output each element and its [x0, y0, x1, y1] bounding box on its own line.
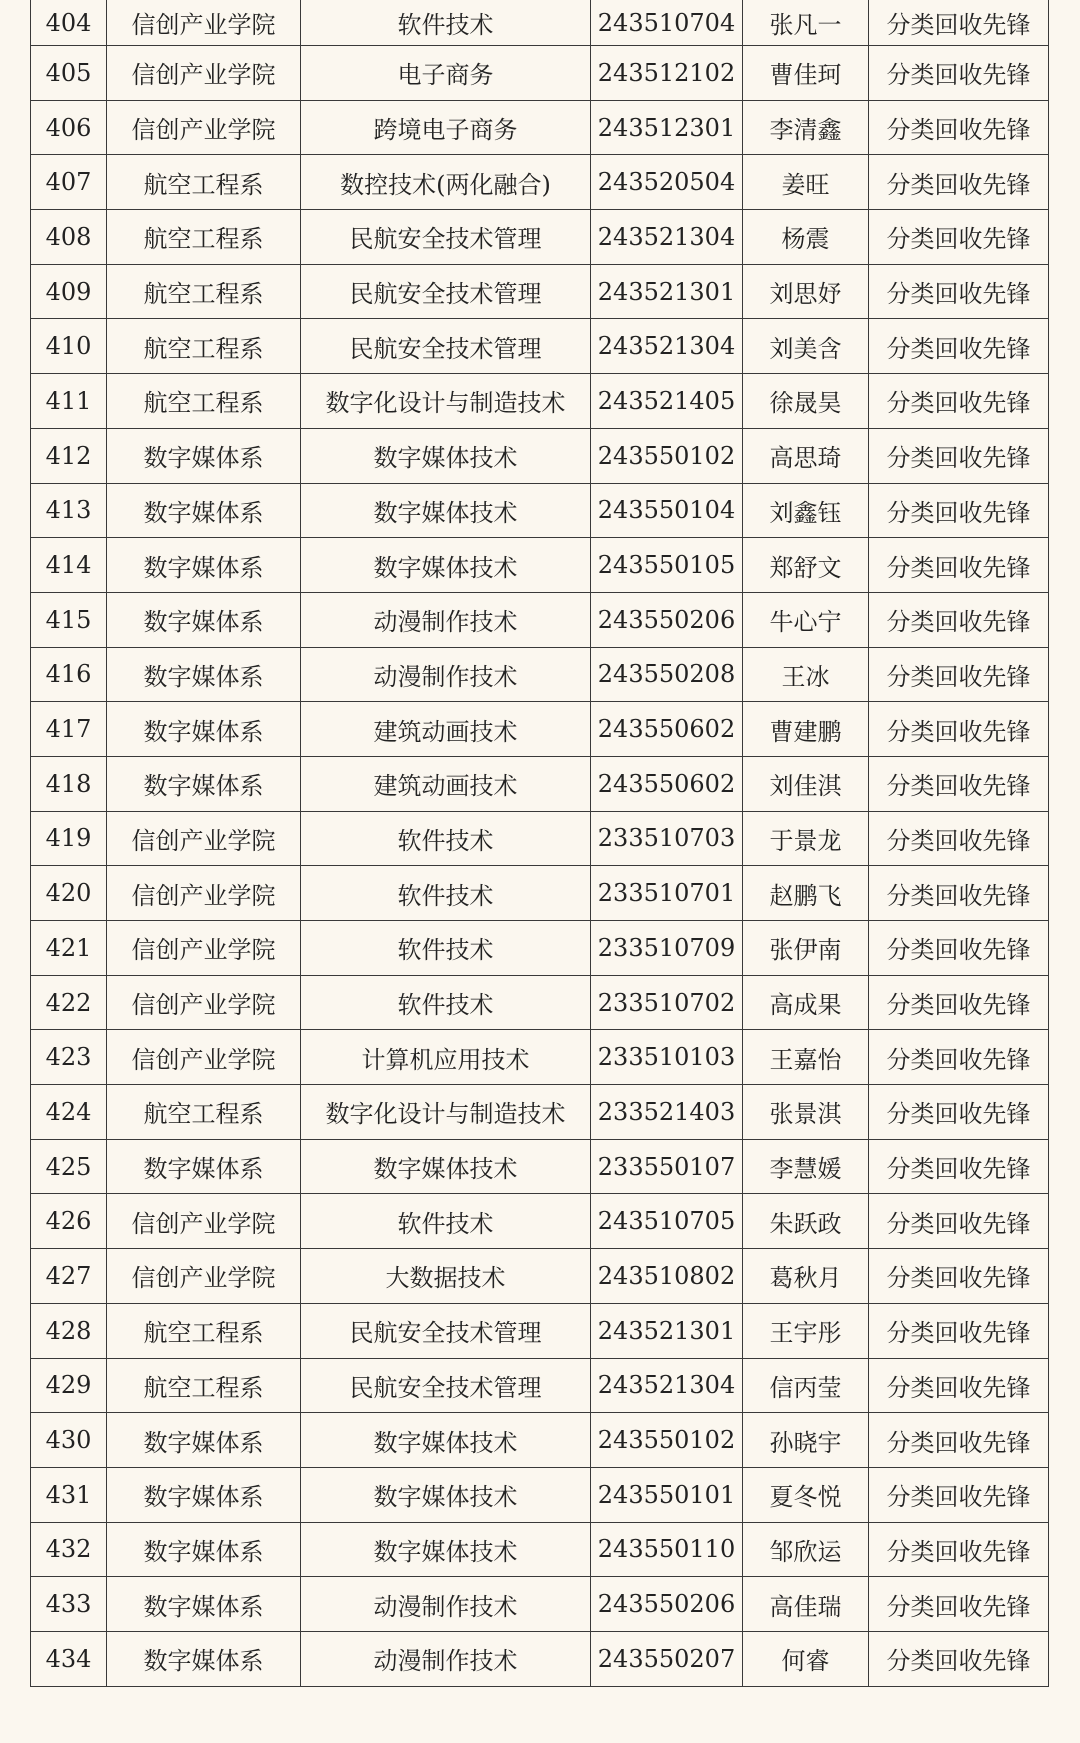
- cell-student-id: 243550104: [591, 483, 743, 538]
- cell-award-title: 分类回收先锋: [869, 46, 1049, 101]
- cell-department: 航空工程系: [107, 1358, 301, 1413]
- cell-department: 航空工程系: [107, 1303, 301, 1358]
- cell-major: 软件技术: [301, 811, 591, 866]
- cell-student-name: 姜旺: [743, 155, 869, 210]
- cell-award-title: 分类回收先锋: [869, 592, 1049, 647]
- cell-department: 信创产业学院: [107, 811, 301, 866]
- table-row: [31, 811, 1049, 866]
- cell-student-name: 郑舒文: [743, 538, 869, 593]
- table-row: [31, 1358, 1049, 1413]
- cell-serial-number: 413: [31, 483, 107, 538]
- cell-student-id: 243550101: [591, 1467, 743, 1522]
- cell-award-title: 分类回收先锋: [869, 1194, 1049, 1249]
- cell-student-name: 高思琦: [743, 428, 869, 483]
- cell-award-title: 分类回收先锋: [869, 264, 1049, 319]
- cell-student-id: 243512102: [591, 46, 743, 101]
- cell-serial-number: 421: [31, 921, 107, 976]
- cell-student-id: 243520504: [591, 155, 743, 210]
- cell-department: 数字媒体系: [107, 1413, 301, 1468]
- cell-serial-number: 427: [31, 1249, 107, 1304]
- cell-student-name: 李清鑫: [743, 100, 869, 155]
- cell-student-id: 243521301: [591, 264, 743, 319]
- cell-award-title: 分类回收先锋: [869, 1358, 1049, 1413]
- cell-serial-number: 405: [31, 46, 107, 101]
- cell-major: 民航安全技术管理: [301, 1303, 591, 1358]
- cell-serial-number: 423: [31, 1030, 107, 1085]
- cell-student-name: 王冰: [743, 647, 869, 702]
- cell-major: 动漫制作技术: [301, 647, 591, 702]
- cell-student-name: 张景淇: [743, 1085, 869, 1140]
- cell-award-title: 分类回收先锋: [869, 975, 1049, 1030]
- cell-department: 数字媒体系: [107, 1577, 301, 1632]
- cell-student-name: 王嘉怡: [743, 1030, 869, 1085]
- cell-student-name: 信丙莹: [743, 1358, 869, 1413]
- cell-student-id: 243521301: [591, 1303, 743, 1358]
- cell-student-name: 孙晓宇: [743, 1413, 869, 1468]
- cell-award-title: 分类回收先锋: [869, 1139, 1049, 1194]
- cell-student-id: 243512301: [591, 100, 743, 155]
- cell-student-id: 243550102: [591, 428, 743, 483]
- cell-serial-number: 420: [31, 866, 107, 921]
- cell-department: 信创产业学院: [107, 1249, 301, 1304]
- cell-department: 航空工程系: [107, 264, 301, 319]
- cell-serial-number: 417: [31, 702, 107, 757]
- cell-student-name: 王宇彤: [743, 1303, 869, 1358]
- cell-serial-number: 433: [31, 1577, 107, 1632]
- cell-major: 数字媒体技术: [301, 428, 591, 483]
- cell-student-name: 李慧媛: [743, 1139, 869, 1194]
- table-row: [31, 1631, 1049, 1686]
- cell-serial-number: 408: [31, 210, 107, 265]
- cell-department: 数字媒体系: [107, 1522, 301, 1577]
- cell-student-id: 243510704: [591, 0, 743, 46]
- cell-serial-number: 430: [31, 1413, 107, 1468]
- cell-student-id: 243521304: [591, 210, 743, 265]
- cell-major: 动漫制作技术: [301, 1577, 591, 1632]
- cell-major: 数字媒体技术: [301, 1413, 591, 1468]
- table-row: [31, 483, 1049, 538]
- cell-major: 数字化设计与制造技术: [301, 374, 591, 429]
- cell-department: 航空工程系: [107, 210, 301, 265]
- cell-student-name: 葛秋月: [743, 1249, 869, 1304]
- cell-award-title: 分类回收先锋: [869, 0, 1049, 46]
- cell-award-title: 分类回收先锋: [869, 428, 1049, 483]
- cell-student-name: 曹佳珂: [743, 46, 869, 101]
- cell-major: 数字化设计与制造技术: [301, 1085, 591, 1140]
- cell-student-name: 朱跃政: [743, 1194, 869, 1249]
- cell-department: 航空工程系: [107, 155, 301, 210]
- cell-department: 数字媒体系: [107, 592, 301, 647]
- table-row: [31, 921, 1049, 976]
- cell-student-id: 243510802: [591, 1249, 743, 1304]
- cell-student-id: 243550208: [591, 647, 743, 702]
- cell-department: 航空工程系: [107, 1085, 301, 1140]
- cell-major: 数字媒体技术: [301, 483, 591, 538]
- cell-major: 电子商务: [301, 46, 591, 101]
- table-row: [31, 1030, 1049, 1085]
- cell-department: 信创产业学院: [107, 866, 301, 921]
- cell-student-id: 233550107: [591, 1139, 743, 1194]
- cell-department: 数字媒体系: [107, 538, 301, 593]
- cell-student-id: 243521304: [591, 319, 743, 374]
- table-row: [31, 538, 1049, 593]
- cell-award-title: 分类回收先锋: [869, 921, 1049, 976]
- table-row: [31, 647, 1049, 702]
- cell-major: 软件技术: [301, 1194, 591, 1249]
- table-row: [31, 0, 1049, 46]
- cell-student-name: 于景龙: [743, 811, 869, 866]
- cell-student-name: 赵鹏飞: [743, 866, 869, 921]
- cell-student-id: 243550206: [591, 592, 743, 647]
- cell-serial-number: 419: [31, 811, 107, 866]
- cell-department: 信创产业学院: [107, 975, 301, 1030]
- cell-department: 信创产业学院: [107, 46, 301, 101]
- cell-major: 数字媒体技术: [301, 1522, 591, 1577]
- table-row: [31, 1413, 1049, 1468]
- cell-department: 航空工程系: [107, 374, 301, 429]
- cell-student-name: 高佳瑞: [743, 1577, 869, 1632]
- cell-major: 数控技术(两化融合): [301, 155, 591, 210]
- table-row: [31, 1303, 1049, 1358]
- cell-student-name: 刘鑫钰: [743, 483, 869, 538]
- cell-major: 建筑动画技术: [301, 756, 591, 811]
- cell-major: 民航安全技术管理: [301, 319, 591, 374]
- cell-student-id: 243550206: [591, 1577, 743, 1632]
- cell-major: 软件技术: [301, 975, 591, 1030]
- cell-student-name: 曹建鹏: [743, 702, 869, 757]
- award-roster-table: [30, 0, 1049, 1687]
- cell-student-id: 243521405: [591, 374, 743, 429]
- cell-award-title: 分类回收先锋: [869, 1030, 1049, 1085]
- cell-major: 跨境电子商务: [301, 100, 591, 155]
- cell-serial-number: 418: [31, 756, 107, 811]
- award-roster-table-wrapper: [30, 0, 1048, 1687]
- cell-award-title: 分类回收先锋: [869, 483, 1049, 538]
- cell-student-name: 何睿: [743, 1631, 869, 1686]
- table-row: [31, 264, 1049, 319]
- table-row: [31, 46, 1049, 101]
- table-row: [31, 1249, 1049, 1304]
- cell-award-title: 分类回收先锋: [869, 1413, 1049, 1468]
- cell-student-name: 刘美含: [743, 319, 869, 374]
- cell-department: 信创产业学院: [107, 100, 301, 155]
- cell-award-title: 分类回收先锋: [869, 1467, 1049, 1522]
- table-row: [31, 1522, 1049, 1577]
- cell-student-id: 233521403: [591, 1085, 743, 1140]
- cell-major: 计算机应用技术: [301, 1030, 591, 1085]
- cell-serial-number: 416: [31, 647, 107, 702]
- cell-award-title: 分类回收先锋: [869, 100, 1049, 155]
- cell-department: 数字媒体系: [107, 1631, 301, 1686]
- cell-department: 信创产业学院: [107, 1030, 301, 1085]
- cell-department: 数字媒体系: [107, 428, 301, 483]
- cell-student-name: 刘佳淇: [743, 756, 869, 811]
- cell-serial-number: 434: [31, 1631, 107, 1686]
- cell-department: 数字媒体系: [107, 756, 301, 811]
- cell-student-name: 张伊南: [743, 921, 869, 976]
- cell-award-title: 分类回收先锋: [869, 702, 1049, 757]
- cell-serial-number: 410: [31, 319, 107, 374]
- cell-award-title: 分类回收先锋: [869, 1085, 1049, 1140]
- cell-serial-number: 407: [31, 155, 107, 210]
- cell-award-title: 分类回收先锋: [869, 756, 1049, 811]
- cell-serial-number: 426: [31, 1194, 107, 1249]
- table-row: [31, 975, 1049, 1030]
- cell-major: 软件技术: [301, 0, 591, 46]
- table-row: [31, 428, 1049, 483]
- cell-major: 大数据技术: [301, 1249, 591, 1304]
- table-row: [31, 1139, 1049, 1194]
- cell-serial-number: 429: [31, 1358, 107, 1413]
- cell-serial-number: 406: [31, 100, 107, 155]
- cell-student-name: 牛心宁: [743, 592, 869, 647]
- cell-major: 数字媒体技术: [301, 1467, 591, 1522]
- cell-student-id: 233510703: [591, 811, 743, 866]
- table-body: [31, 0, 1049, 1686]
- cell-student-name: 徐晟昊: [743, 374, 869, 429]
- cell-award-title: 分类回收先锋: [869, 811, 1049, 866]
- cell-award-title: 分类回收先锋: [869, 1249, 1049, 1304]
- cell-award-title: 分类回收先锋: [869, 1303, 1049, 1358]
- cell-student-id: 243521304: [591, 1358, 743, 1413]
- cell-department: 数字媒体系: [107, 647, 301, 702]
- cell-student-name: 高成果: [743, 975, 869, 1030]
- cell-major: 软件技术: [301, 921, 591, 976]
- cell-student-id: 233510709: [591, 921, 743, 976]
- cell-department: 信创产业学院: [107, 921, 301, 976]
- table-row: [31, 155, 1049, 210]
- cell-department: 信创产业学院: [107, 0, 301, 46]
- cell-award-title: 分类回收先锋: [869, 1522, 1049, 1577]
- cell-serial-number: 428: [31, 1303, 107, 1358]
- cell-department: 数字媒体系: [107, 1467, 301, 1522]
- cell-student-id: 233510701: [591, 866, 743, 921]
- table-row: [31, 702, 1049, 757]
- cell-serial-number: 412: [31, 428, 107, 483]
- cell-award-title: 分类回收先锋: [869, 319, 1049, 374]
- cell-serial-number: 415: [31, 592, 107, 647]
- cell-major: 动漫制作技术: [301, 592, 591, 647]
- cell-serial-number: 432: [31, 1522, 107, 1577]
- cell-serial-number: 424: [31, 1085, 107, 1140]
- cell-major: 数字媒体技术: [301, 1139, 591, 1194]
- cell-student-name: 刘思妤: [743, 264, 869, 319]
- cell-award-title: 分类回收先锋: [869, 1577, 1049, 1632]
- cell-major: 建筑动画技术: [301, 702, 591, 757]
- table-row: [31, 100, 1049, 155]
- cell-major: 数字媒体技术: [301, 538, 591, 593]
- cell-serial-number: 414: [31, 538, 107, 593]
- table-row: [31, 374, 1049, 429]
- cell-award-title: 分类回收先锋: [869, 155, 1049, 210]
- cell-department: 航空工程系: [107, 319, 301, 374]
- cell-student-name: 邹欣运: [743, 1522, 869, 1577]
- cell-major: 民航安全技术管理: [301, 210, 591, 265]
- table-row: [31, 1577, 1049, 1632]
- cell-major: 民航安全技术管理: [301, 1358, 591, 1413]
- cell-student-id: 243550110: [591, 1522, 743, 1577]
- cell-student-name: 杨震: [743, 210, 869, 265]
- cell-student-name: 张凡一: [743, 0, 869, 46]
- cell-student-id: 243550602: [591, 702, 743, 757]
- table-row: [31, 210, 1049, 265]
- cell-award-title: 分类回收先锋: [869, 210, 1049, 265]
- table-row: [31, 319, 1049, 374]
- cell-student-id: 243510705: [591, 1194, 743, 1249]
- table-row: [31, 866, 1049, 921]
- cell-student-id: 233510103: [591, 1030, 743, 1085]
- cell-serial-number: 425: [31, 1139, 107, 1194]
- table-row: [31, 1085, 1049, 1140]
- cell-serial-number: 404: [31, 0, 107, 46]
- cell-serial-number: 409: [31, 264, 107, 319]
- cell-department: 信创产业学院: [107, 1194, 301, 1249]
- cell-student-id: 233510702: [591, 975, 743, 1030]
- cell-major: 软件技术: [301, 866, 591, 921]
- cell-student-id: 243550602: [591, 756, 743, 811]
- cell-award-title: 分类回收先锋: [869, 866, 1049, 921]
- cell-student-id: 243550207: [591, 1631, 743, 1686]
- cell-student-name: 夏冬悦: [743, 1467, 869, 1522]
- cell-major: 动漫制作技术: [301, 1631, 591, 1686]
- cell-department: 数字媒体系: [107, 483, 301, 538]
- cell-serial-number: 411: [31, 374, 107, 429]
- cell-award-title: 分类回收先锋: [869, 374, 1049, 429]
- cell-award-title: 分类回收先锋: [869, 538, 1049, 593]
- cell-serial-number: 422: [31, 975, 107, 1030]
- table-row: [31, 756, 1049, 811]
- table-row: [31, 592, 1049, 647]
- cell-department: 数字媒体系: [107, 1139, 301, 1194]
- cell-department: 数字媒体系: [107, 702, 301, 757]
- cell-award-title: 分类回收先锋: [869, 1631, 1049, 1686]
- cell-award-title: 分类回收先锋: [869, 647, 1049, 702]
- table-row: [31, 1467, 1049, 1522]
- cell-serial-number: 431: [31, 1467, 107, 1522]
- cell-student-id: 243550102: [591, 1413, 743, 1468]
- table-row: [31, 1194, 1049, 1249]
- cell-student-id: 243550105: [591, 538, 743, 593]
- cell-major: 民航安全技术管理: [301, 264, 591, 319]
